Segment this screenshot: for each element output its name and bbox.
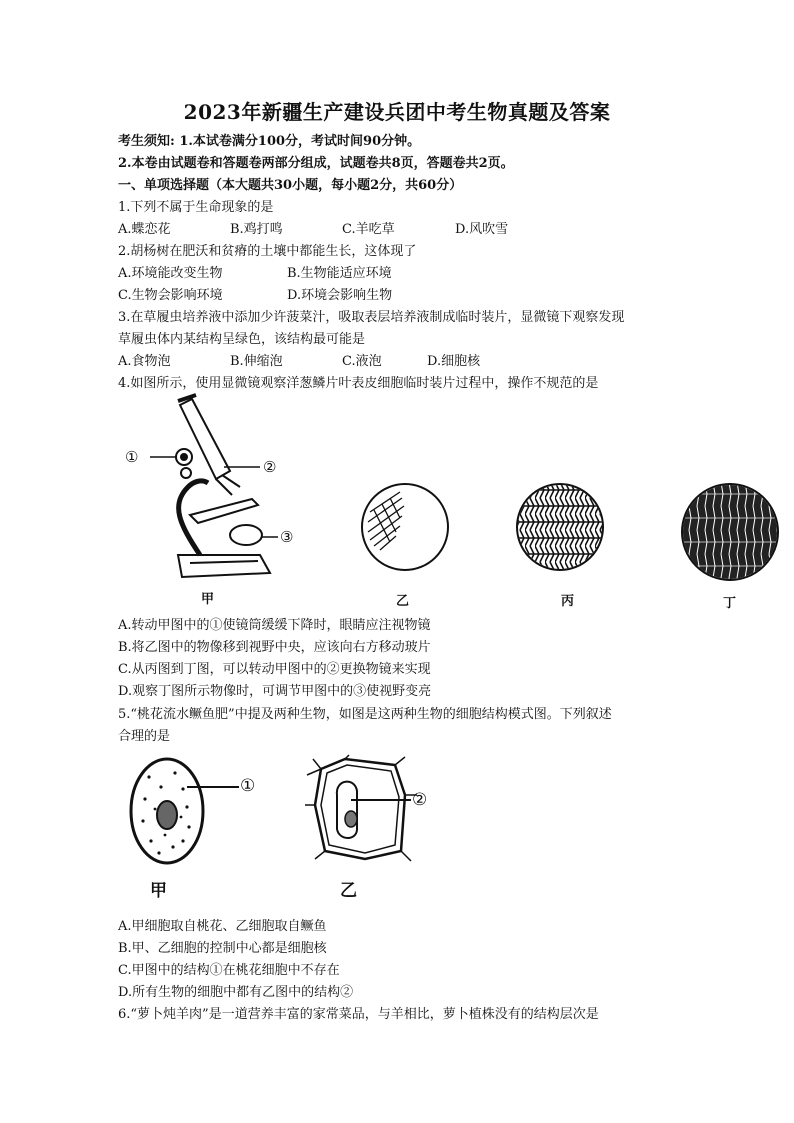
section-heading: 一、单项选择题（本大题共30小题，每小题2分，共60分） — [118, 178, 463, 193]
plant-cell-figure — [305, 755, 435, 865]
q5-stem-line-1: 5.“桃花流水鳜鱼肥”中提及两种生物，如图是这两种生物的细胞结构模式图。下列叙述 — [118, 707, 612, 722]
q3-option-a: A.食物泡 — [118, 354, 171, 369]
animal-cell-figure — [125, 755, 255, 875]
q1-option-c: C.羊吃草 — [342, 222, 395, 237]
figure-label-bing: 丙 — [561, 594, 575, 609]
q5-option-a: A.甲细胞取自桃花、乙细胞取自鳜鱼 — [118, 919, 327, 934]
q5-stem-line-2: 合理的是 — [118, 729, 171, 744]
figure-label-ding: 丁 — [723, 596, 737, 611]
notice-line-2: 2.本卷由试题卷和答题卷两部分组成，试题卷共8页，答题卷共2页。 — [118, 156, 514, 171]
q4-option-b: B.将乙图中的物像移到视野中央，应该向右方移动玻片 — [118, 640, 431, 655]
q3-stem-line-2: 草履虫体内某结构呈绿色，该结构最可能是 — [118, 332, 366, 347]
q1-option-a: A.蝶恋花 — [118, 222, 171, 237]
q4-option-a: A.转动甲图中的①使镜筒缓缓下降时，眼睛应注视物镜 — [118, 618, 431, 633]
label-circle-1: ① — [125, 448, 139, 466]
label-circle-3: ③ — [280, 528, 294, 546]
q4-stem: 4.如图所示，使用显微镜观察洋葱鳞片叶表皮细胞临时装片过程中，操作不规范的是 — [118, 376, 599, 391]
q5-option-d: D.所有生物的细胞中都有乙图中的结构② — [118, 985, 354, 1000]
q2-option-a: A.环境能改变生物 — [118, 266, 223, 281]
notice-line-1: 考生须知: 1.本试卷满分100分，考试时间90分钟。 — [118, 134, 421, 149]
cell-label-circle-2: ② — [412, 790, 428, 810]
page-title: 2023年新疆生产建设兵团中考生物真题及答案 — [183, 100, 611, 124]
q4-option-c: C.从丙图到丁图，可以转动甲图中的②更换物镜来实现 — [118, 662, 431, 677]
cell-label-circle-1: ① — [240, 776, 256, 796]
view-ding — [680, 482, 780, 582]
q5-option-c: C.甲图中的结构①在桃花细胞中不存在 — [118, 963, 340, 978]
q2-stem: 2.胡杨树在肥沃和贫瘠的土壤中都能生长，这体现了 — [118, 244, 417, 259]
q4-option-d: D.观察丁图所示物像时，可调节甲图中的③使视野变亮 — [118, 684, 432, 699]
q3-option-b: B.伸缩泡 — [230, 354, 283, 369]
figure-label-jia: 甲 — [201, 592, 215, 607]
q3-option-c: C.液泡 — [342, 354, 382, 369]
q2-option-d: D.环境会影响生物 — [287, 288, 393, 303]
figure-label-yi: 乙 — [396, 594, 410, 609]
q3-stem-line-1: 3.在草履虫培养液中添加少许菠菜汁，吸取表层培养液制成临时装片，显微镜下观察发现 — [118, 310, 625, 325]
q1-option-d: D.风吹雪 — [455, 222, 509, 237]
cell-figure-label-jia: 甲 — [150, 881, 167, 901]
view-bing — [515, 482, 605, 572]
q2-option-c: C.生物会影响环境 — [118, 288, 223, 303]
cell-figure-label-yi: 乙 — [340, 881, 357, 901]
q6-stem: 6.“萝卜炖羊肉”是一道营养丰富的家常菜品，与羊相比，萝卜植株没有的结构层次是 — [118, 1007, 599, 1022]
q1-stem: 1.下列不属于生命现象的是 — [118, 200, 274, 215]
q3-option-d: D.细胞核 — [427, 354, 481, 369]
view-yi — [360, 482, 450, 572]
q2-option-b: B.生物能适应环境 — [287, 266, 392, 281]
q5-option-b: B.甲、乙细胞的控制中心都是细胞核 — [118, 941, 327, 956]
label-circle-2: ② — [263, 458, 277, 476]
q1-option-b: B.鸡打鸣 — [230, 222, 283, 237]
microscope-figure — [120, 395, 300, 585]
